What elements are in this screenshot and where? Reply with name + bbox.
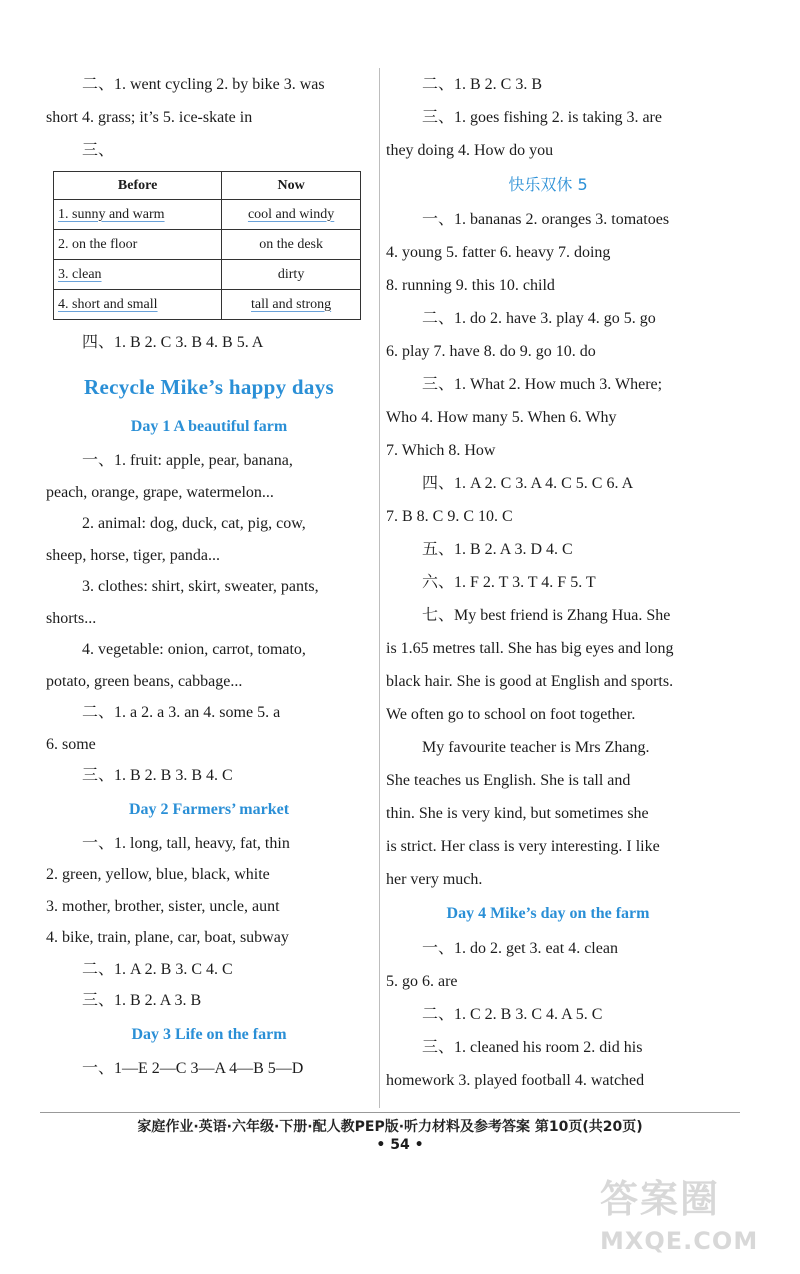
text-line: peach, orange, grape, watermelon...: [46, 483, 274, 501]
day-heading: Day 1 A beautiful farm: [130, 418, 288, 435]
text-line: 一、1. fruit: apple, pear, banana,: [82, 452, 293, 469]
text-line: shorts...: [46, 609, 97, 627]
section-heading-recycle: Recycle Mike’s happy days: [84, 375, 334, 399]
text-line: 二、1. A 2. B 3. C 4. C: [82, 960, 233, 978]
answer-text: cool and windy: [247, 206, 335, 222]
text-line: black hair. She is good at English and sports.: [386, 673, 674, 690]
table-header-before: Before: [54, 172, 222, 200]
text-line: 二、1. do 2. have 3. play 4. go 5. go: [422, 310, 656, 327]
table-cell-before: [54, 200, 222, 230]
right-column: [386, 68, 710, 1097]
text-line: My favourite teacher is Mrs Zhang.: [422, 739, 650, 756]
answer-text: tall and strong: [251, 296, 332, 312]
answer-text: 1. sunny and warm: [58, 206, 165, 222]
text-line: sheep, horse, tiger, panda...: [46, 546, 220, 564]
text-line: 2. animal: dog, duck, cat, pig, cow,: [82, 515, 306, 532]
before-now-table: [53, 171, 361, 320]
text-line: 二、1. C 2. B 3. C 4. A 5. C: [422, 1006, 603, 1023]
text-line: homework 3. played football 4. watched: [386, 1072, 645, 1089]
day-heading: Day 4 Mike’s day on the farm: [446, 905, 650, 922]
text-line: 三、1. What 2. How much 3. Where;: [422, 376, 663, 393]
page-number: • 54 •: [376, 1137, 424, 1153]
text-line: She teaches us English. She is tall and: [386, 772, 631, 789]
table-cell-before: [54, 230, 222, 260]
text-line: they doing 4. How do you: [386, 142, 554, 159]
text-line: 五、1. B 2. A 3. D 4. C: [422, 541, 573, 558]
text-line: 6. play 7. have 8. do 9. go 10. do: [386, 343, 596, 360]
table-cell-before: [54, 290, 222, 320]
watermark-logo: [600, 1168, 790, 1268]
text-line: 三、1. B 2. A 3. B: [82, 992, 202, 1009]
text-line: 4. young 5. fatter 6. heavy 7. doing: [386, 244, 611, 261]
answer-text: dirty: [277, 266, 305, 282]
text-line: 三、1. cleaned his room 2. did his: [422, 1039, 643, 1056]
text-line: 一、1. long, tall, heavy, fat, thin: [82, 834, 290, 852]
text-line: 6. some: [46, 735, 96, 753]
table-row: [54, 200, 361, 230]
text-line: 3. mother, brother, sister, uncle, aunt: [46, 897, 280, 915]
text-line: 二、1. a 2. a 3. an 4. some 5. a: [82, 704, 281, 721]
answer-text: 2. on the floor: [58, 236, 138, 252]
section-heading-weekend: 快乐双休 5: [508, 175, 588, 194]
text-line: 8. running 9. this 10. child: [386, 277, 555, 294]
table-row: [54, 260, 361, 290]
text-line: 7. B 8. C 9. C 10. C: [386, 508, 513, 525]
day-heading: Day 2 Farmers’ market: [128, 800, 290, 818]
table-header-now: Now: [222, 172, 361, 200]
text-line: 7. Which 8. How: [386, 442, 496, 459]
table-cell-now: [222, 230, 361, 260]
page-footer: 家庭作业·英语·六年级·下册·配人教PEP版·听力材料及参考答案 第10页(共20页): [40, 1112, 740, 1136]
text-line: 四、1. A 2. C 3. A 4. C 5. C 6. A: [422, 475, 634, 492]
table-cell-now: [222, 290, 361, 320]
table-cell-now: [222, 200, 361, 230]
table-cell-now: [222, 260, 361, 290]
text-line: 七、My best friend is Zhang Hua. She: [422, 607, 671, 624]
text-line: 二、1. B 2. C 3. B: [422, 76, 543, 93]
text-line: 5. go 6. are: [386, 973, 458, 990]
text-line: 一、1—E 2—C 3—A 4—B 5—D: [82, 1059, 304, 1077]
text-line: 2. green, yellow, blue, black, white: [46, 866, 270, 883]
text-line: We often go to school on foot together.: [386, 706, 636, 723]
table-row: [54, 290, 361, 320]
text-line: 三、: [82, 142, 115, 159]
table-row: [54, 230, 361, 260]
text-line: 一、1. do 2. get 3. eat 4. clean: [422, 940, 618, 957]
text-line: is 1.65 metres tall. She has big eyes and long: [386, 640, 674, 657]
text-line: her very much.: [386, 871, 483, 888]
text-line: 3. clothes: shirt, skirt, sweater, pants,: [82, 578, 319, 595]
text-line: short 4. grass; it’s 5. ice-skate in: [46, 109, 253, 126]
watermark-top-text: 答案圈: [600, 1177, 721, 1221]
watermark-bottom-text: MXQE.COM: [600, 1227, 759, 1255]
text-line: 三、1. B 2. B 3. B 4. C: [82, 767, 233, 784]
left-column: [46, 68, 372, 1084]
text-line: thin. She is very kind, but sometimes she: [386, 805, 649, 822]
table-cell-before: [54, 260, 222, 290]
text-line: Who 4. How many 5. When 6. Why: [386, 409, 617, 426]
answer-text: 4. short and small: [58, 296, 158, 312]
column-divider: [379, 68, 380, 1108]
text-line: 4. vegetable: onion, carrot, tomato,: [82, 641, 306, 658]
text-line: is strict. Her class is very interesting. I like: [386, 838, 660, 855]
text-line: 4. bike, train, plane, car, boat, subway: [46, 929, 289, 946]
text-line: potato, green beans, cabbage...: [46, 672, 243, 690]
answer-text: on the desk: [259, 236, 323, 252]
text-line: 三、1. goes fishing 2. is taking 3. are: [422, 109, 662, 126]
text-line: 六、1. F 2. T 3. T 4. F 5. T: [422, 574, 596, 591]
text-line: 二、1. went cycling 2. by bike 3. was: [82, 76, 325, 93]
day-heading: Day 3 Life on the farm: [131, 1025, 287, 1043]
answer-text: 3. clean: [58, 266, 102, 282]
text-line: 一、1. bananas 2. oranges 3. tomatoes: [422, 211, 670, 228]
table-header-row: [54, 172, 361, 200]
text-line: 四、1. B 2. C 3. B 4. B 5. A: [82, 334, 264, 351]
